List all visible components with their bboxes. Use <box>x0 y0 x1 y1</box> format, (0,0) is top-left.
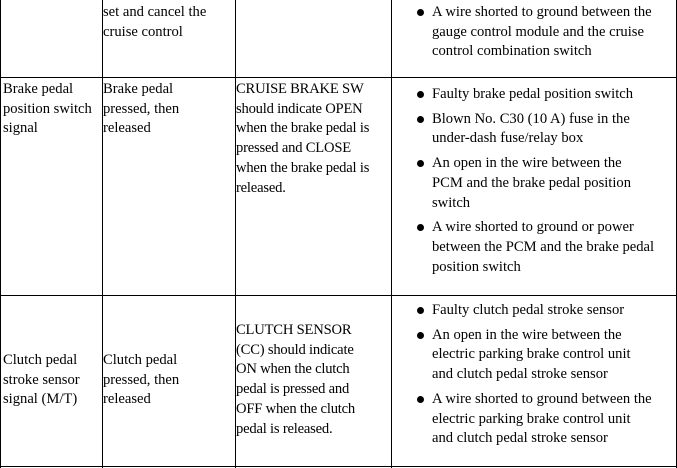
table-border-left <box>0 0 1 468</box>
list-item: An open in the wire between the PCM and the brake pedal position switch <box>417 154 654 213</box>
list-item: A wire shorted to ground or power between the PCM and the brake pedal position switch <box>417 218 654 277</box>
list-item: An open in the wire between the electric parking brake control unit and clutch pedal stroke sensor <box>417 326 652 385</box>
list-item: Blown No. C30 (10 A) fuse in the under-dash fuse/relay box <box>417 110 654 149</box>
bullet-icon <box>417 116 424 123</box>
bullet-icon <box>417 332 424 339</box>
row-2-signal: Brake pedal position switch signal <box>3 81 92 137</box>
bullet-icon <box>417 9 424 16</box>
row-3-indication: CLUTCH SENSOR (CC) should indicate ON when the clutch pedal is pressed and OFF when the clutch pedal is released. <box>236 322 356 437</box>
row-2-condition: Brake pedal pressed, then released <box>103 81 180 137</box>
row-3-condition: Clutch pedal pressed, then released <box>103 352 180 408</box>
row-2-causes <box>417 85 654 277</box>
row-divider-1 <box>0 77 677 78</box>
row-3-causes <box>417 301 652 449</box>
list-item: Faulty brake pedal position switch <box>417 85 654 105</box>
bullet-icon <box>417 160 424 167</box>
bullet-icon <box>417 91 424 98</box>
bullet-icon <box>417 224 424 231</box>
list-item: A wire shorted to ground between the gauge control module and the cruise control combination switch <box>417 3 652 62</box>
table-border-bottom <box>0 466 677 467</box>
row-divider-2 <box>0 295 677 296</box>
bullet-icon <box>417 307 424 314</box>
row-1-condition: set and cancel the cruise control <box>103 4 207 40</box>
bullet-icon <box>417 396 424 403</box>
row-1-causes <box>417 3 652 62</box>
list-item: Faulty clutch pedal stroke sensor <box>417 301 652 321</box>
column-divider-3 <box>391 0 392 468</box>
list-item: A wire shorted to ground between the electric parking brake control unit and clutch pedal stroke sensor <box>417 390 652 449</box>
row-2-indication: CRUISE BRAKE SW should indicate OPEN when the brake pedal is pressed and CLOSE when the brake pedal is released. <box>236 81 370 196</box>
row-3-signal: Clutch pedal stroke sensor signal (M/T) <box>3 352 80 408</box>
